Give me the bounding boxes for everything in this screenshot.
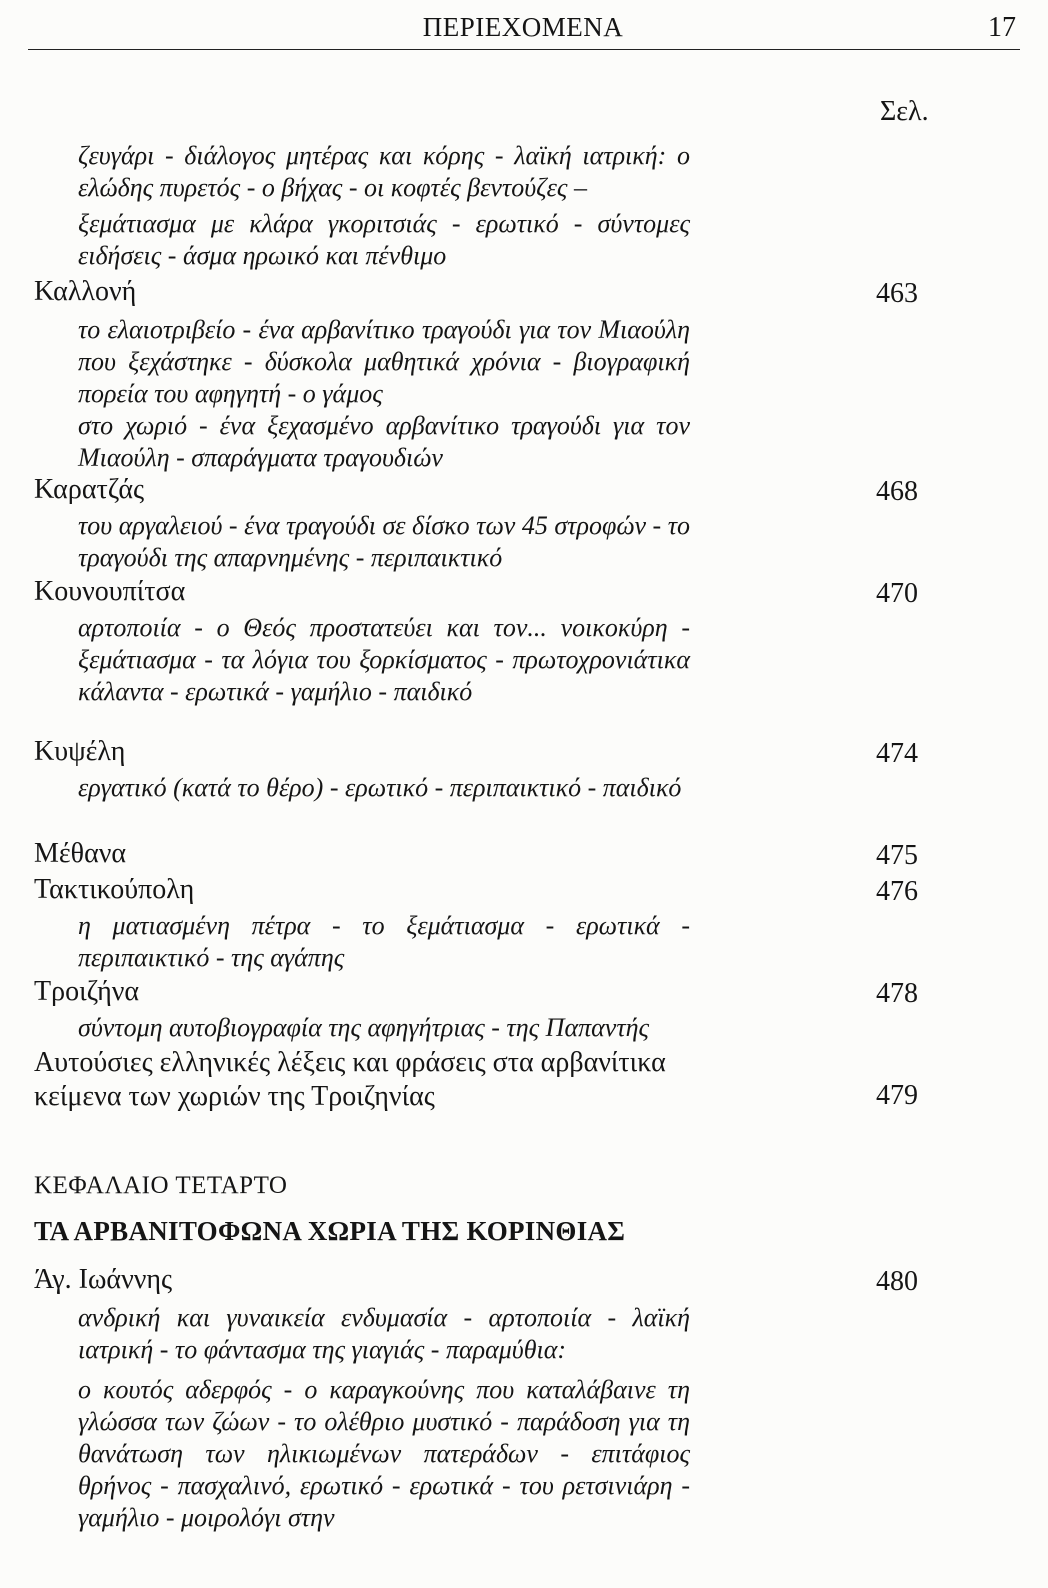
toc-entry-title: Κυψέλη — [34, 736, 126, 767]
toc-entry-page: 479 — [876, 1080, 918, 1111]
toc-entry-page: 463 — [876, 278, 918, 309]
toc-entry-title: Καλλονή — [34, 276, 137, 307]
description-paragraph: το ελαιοτριβείο - ένα αρβανίτικο τραγούδι για τον Μιαούλη που ξεχάστηκε - δύσκολα μαθητικά χρόνια - βιογραφική πορεία του αφηγητή - ο γάμος — [78, 315, 690, 408]
description-paragraph: ανδρική και γυναικεία ενδυμασία - αρτοποιία - λαϊκή ιατρική - το φάντασμα της γιαγιάς - παραμύθια: — [78, 1303, 690, 1364]
page-number: 17 — [988, 12, 1016, 43]
page-column-label: Σελ. — [880, 96, 929, 127]
description-paragraph: η ματιασμένη πέτρα - το ξεμάτιασμα - ερωτικά - περιπαικτικό - της αγάπης — [78, 911, 690, 972]
toc-entry-page: 468 — [876, 476, 918, 507]
description-paragraph: εργατικό (κατά το θέρο) - ερωτικό - περιπαικτικό - παιδικό — [78, 773, 682, 802]
toc-entry-title: Αυτούσιες ελληνικές λέξεις και φράσεις στα αρβανίτικα κείμενα των χωριών της Τροιζηνίας — [34, 1047, 666, 1112]
description-paragraph: αρτοποιία - ο Θεός προστατεύει και τον... νοικοκύρη - ξεμάτιασμα - τα λόγια του ξορκίσματος - πρωτοχρονιάτικα κάλαντα - ερωτικά - γαμήλιο - παιδικό — [78, 613, 690, 706]
description-paragraph: ξεμάτιασμα με κλάρα γκοριτσιάς - ερωτικό - σύντομες ειδήσεις - άσμα ηρωικό και πένθιμο — [78, 209, 690, 270]
entry-description — [78, 1012, 690, 1044]
description-paragraph: ζευγάρι - διάλογος μητέρας και κόρης - λαϊκή ιατρική: ο ελώδης πυρετός - ο βήχας - οι κοφτές βεντούζες – — [78, 141, 690, 202]
toc-entry-title: Μέθανα — [34, 838, 127, 869]
entry-description — [78, 314, 690, 410]
entry-description — [78, 612, 690, 708]
entry-description — [78, 510, 690, 574]
toc-entry-title: Τροιζήνα — [34, 976, 140, 1007]
header-rule — [28, 49, 1020, 50]
running-header — [28, 12, 1018, 50]
description-paragraph: του αργαλειού - ένα τραγούδι σε δίσκο των 45 στροφών - το τραγούδι της απαρνημένης - περιπαικτικό — [78, 511, 690, 572]
toc-entry-page: 474 — [876, 738, 918, 769]
toc-entry-page: 480 — [876, 1266, 918, 1297]
toc-entry-title: Άγ. Ιωάννης — [34, 1264, 173, 1295]
entry-description — [78, 772, 690, 804]
section-title: ΤΑ ΑΡΒΑΝΙΤΟΦΩΝΑ ΧΩΡΙΑ ΤΗΣ ΚΟΡΙΝΘΙΑΣ — [34, 1216, 626, 1246]
description-paragraph: σύντομη αυτοβιογραφία της αφηγήτριας - της Παπαντής — [78, 1013, 650, 1042]
toc-entry-page: 475 — [876, 840, 918, 871]
entry-description — [78, 910, 690, 974]
running-title: ΠΕΡΙΕΧΟΜΕΝΑ — [422, 12, 624, 42]
entry-description — [78, 140, 690, 204]
description-paragraph: ο κουτός αδερφός - ο καραγκούνης που καταλάβαινε τη γλώσσα των ζώων - το ολέθριο μυστικό - παράδοση για τη θανάτωση των ηλικιωμένων πατεράδων - επιτάφιος θρήνος - πασχαλινό, ερωτικό - ερωτικά - του ρετσινιάρη - γαμήλιο - μοιρολόγι στην — [78, 1375, 690, 1532]
toc-entry-title: Καρατζάς — [34, 474, 145, 505]
toc-entry-title: Κουνουπίτσα — [34, 576, 186, 607]
chapter-heading: ΚΕΦΑΛΑΙΟ ΤΕΤΑΡΤΟ — [34, 1172, 288, 1199]
entry-description — [78, 410, 690, 474]
entry-description — [78, 208, 690, 272]
toc-entry-page: 478 — [876, 978, 918, 1009]
entry-description — [78, 1302, 690, 1366]
toc-entry-page: 476 — [876, 876, 918, 907]
entry-description — [78, 1374, 690, 1534]
toc-entry-page: 470 — [876, 578, 918, 609]
toc-entry-title: Τακτικούπολη — [34, 874, 195, 905]
description-paragraph: στο χωριό - ένα ξεχασμένο αρβανίτικο τραγούδι για τον Μιαούλη - σπαράγματα τραγουδιών — [78, 411, 690, 472]
